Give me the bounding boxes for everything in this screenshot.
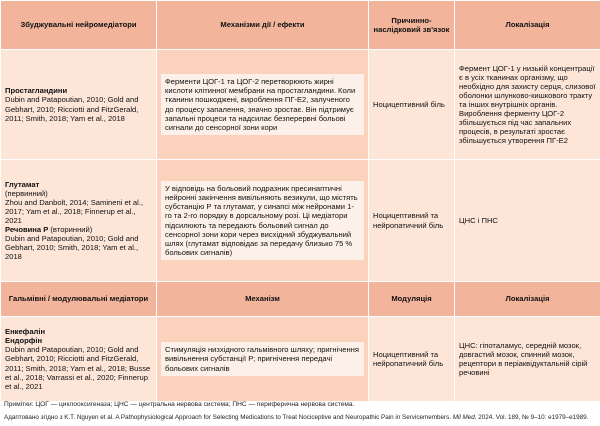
cell-name [1,160,157,282]
header-mechanism: Механізми дії / ефекти [157,1,369,50]
header-causal: Причинно-наслідковий зв'язок [369,1,455,50]
header-mechanism-2: Механізм [157,282,369,317]
cell-location: Фермент ЦОГ-1 у низькій концентрації є в усіх тканинах організму, що необхідно для захисту серця, слизової оболонки шлунково-кишкового тракту та інших внутрішніх органів. Вироблення ферменту ЦОГ-2 збільшується під час запальних процесів, в результаті зростає збільшується утворення ПГ-Е2 [455,50,600,160]
mediator-refs: Dubin and Patapoutian, 2010; Gold and Gebhart, 2010; Ricciotti and FitzGerald, 2011; Smith, 2018; Yam et al., 2018; Busse et al., 2018; Varrassi et al., 2020; Finnerup et al., 2021 [5,345,151,391]
table-row [1,317,600,402]
footnote: Примітки: ЦОГ — циклооксигеназа; ЦНС — центральна нервова система; ПНС — периферична нервова система. [4,401,355,408]
table-header-row [1,1,600,50]
cell-name [1,50,157,160]
table-header-row-2 [1,282,600,317]
mechanism-text: У відповідь на больовий подразник пресинаптичні нейронні закінчення вивільняють везикули, що містять субстанцію Р та глутамат, у синапсі між нейронами 1-го та 2-го порядку в дорсальному розі. Ці медіатори підсилюють та передають больовий сигнал до сенсорної зони кори через висхідний збуджувальний шлях (глутамат відповідає за передачу близько 75 % больових сигналів) [161,181,364,260]
table-row [1,50,600,160]
header-inhibitory: Гальмівні / модулювальні медіатори [1,282,157,317]
cell-location: ЦНС і ПНС [455,160,600,282]
cell-mechanism [157,317,369,402]
mechanism-text: Стимуляція низхідного гальмівного шляху; пригнічення вивільнення субстанції Р; пригнічення передачі больових сигналів [161,342,364,375]
cell-mechanism [157,50,369,160]
cell-causal: Ноцицептивний та нейропатичний біль [369,317,455,402]
mediator-note: (первинний) [5,188,48,198]
mechanism-text: Ферменти ЦОГ-1 та ЦОГ-2 перетворюють жирні кислоти клітинної мембрани на простагландини. Коли тканини пошкоджені, вироблення ПГ-Е2, залученого до процесу запалення, значно зростає. Він підтримує запальні процеси та надсилає безперервні больові сигнали до сенсорної зони кори [161,74,364,135]
cell-mechanism [157,160,369,282]
mediator-name-2: Ендорфін [5,336,43,346]
source-prefix: Адаптовано згідно з K.T. Nguyen et al. A Pathophysiological Approach for Selecting Medications to Treat Nociceptive and Neuropathic Pain in Servicemembers. [4,414,451,421]
source-citation [4,414,588,421]
cell-causal: Ноцицептивний біль [369,50,455,160]
mediator-note-2: (вторинний) [50,225,93,235]
header-modulation: Модуляція [369,282,455,317]
source-journal: Mil Med. [452,414,477,421]
table-row [1,160,600,282]
cell-causal: Ноцицептивний та нейропатичний біль [369,160,455,282]
source-suffix: 2024. Vol. 189, № 9–10: e1979–e1989. [478,414,589,421]
header-excitatory: Збуджувальні нейромедіатори [1,1,157,50]
cell-location: ЦНС: гіпоталамус, середній мозок, довгастий мозок, спинний мозок, рецептори в періаквідуктальній сірій речовині [455,317,600,402]
header-location: Локалізація [455,1,600,50]
mediator-refs-2: Dubin and Patapoutian, 2010; Gold and Gebhart, 2010; Smith, 2018; Yam et al., 2018 [5,234,139,262]
cell-name [1,317,157,402]
mediator-refs: Zhou and Danbolt, 2014; Samineni et al., 2017; Yam et al., 2018; Finnerup et al., 2021 [5,197,144,225]
mediator-name: Глутамат [5,179,40,189]
mediator-refs: Dubin and Patapoutian, 2010; Gold and Gebhart, 2010; Ricciotti and FitzGerald, 2011; Smith, 2018; Yam et al., 2018 [5,95,139,123]
mediator-name: Енкефалін [5,327,46,337]
mediator-name-2: Речовина Р [5,225,49,235]
mediator-name: Простагландини [5,86,68,96]
header-location-2: Локалізація [455,282,600,317]
